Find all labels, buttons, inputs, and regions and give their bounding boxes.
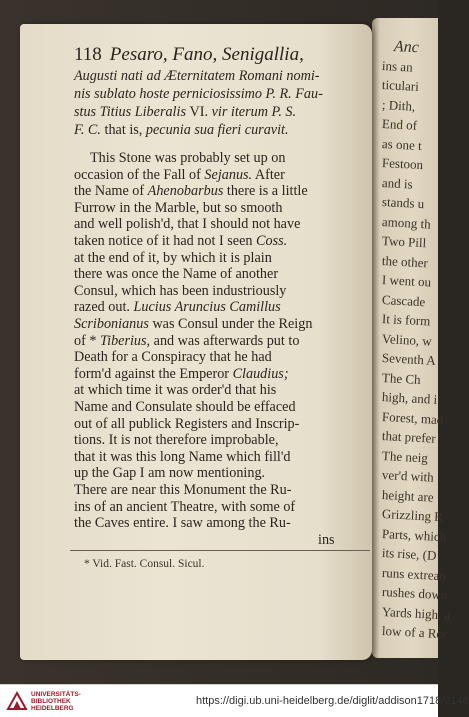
facing-page-line: that prefer xyxy=(381,428,437,446)
facing-page-line: as one t xyxy=(381,135,423,153)
text-line: Name and Consulate should be effaced xyxy=(74,399,296,415)
text-line: of * Tiberius, and was afterwards put to xyxy=(74,332,300,349)
text-line: razed out. Lucius Aruncius Camillus xyxy=(74,299,281,316)
facing-page-line: It is form xyxy=(381,311,431,329)
facing-page-line: Yards high, a xyxy=(381,603,451,623)
facing-page-line: End of xyxy=(381,116,418,133)
facing-page-line: Velino, w xyxy=(381,330,433,349)
facing-page-line: The neig xyxy=(381,447,429,465)
facing-page-line: and is xyxy=(381,174,414,192)
text-line: Scribonianus was Consul under the Reign xyxy=(74,316,313,332)
facing-page-line: the other xyxy=(381,252,429,270)
facing-page-line: runs extrean xyxy=(381,564,447,583)
text-line: form'd against the Emperor Claudius; xyxy=(74,365,289,382)
text-line: Augusti nati ad Æternitatem Romani nomi- xyxy=(74,68,320,84)
text-line: the Caves entire. I saw among the Ru- xyxy=(74,515,291,532)
text-line: and well polish'd, that I should not have xyxy=(74,216,301,233)
facing-page-line: Seventh A xyxy=(381,350,437,368)
facing-page xyxy=(372,18,451,658)
running-header xyxy=(74,44,304,66)
text-line: there was once the Name of another xyxy=(74,266,279,283)
text-line: that it was this long Name which fill'd xyxy=(74,448,291,465)
facing-page-line: ver'd with xyxy=(381,467,435,485)
facing-page-line: ticulari xyxy=(381,77,420,94)
text-line: the Name of Ahenobarbus there is a little xyxy=(74,183,308,200)
facing-page-line: Forest, mad xyxy=(381,408,444,427)
facing-page-line: Parts, which xyxy=(381,525,447,544)
text-line: out of all publick Registers and Inscrip- xyxy=(74,415,300,432)
text-line: Consul, which has been industriously xyxy=(74,282,287,299)
text-line: tions. It is not therefore improbable, xyxy=(74,432,279,449)
facing-page-line: I went ou xyxy=(381,272,432,290)
text-line: at the end of it, by which it is plain xyxy=(74,249,272,266)
facing-page-line: stands u xyxy=(381,194,425,212)
library-logo-icon xyxy=(6,691,28,711)
text-line: There are near this Monument the Ru- xyxy=(74,482,292,498)
facing-page-line: The Ch xyxy=(381,369,422,387)
page-number: 118 xyxy=(74,44,102,65)
running-title: Pesaro, Fano, Senigallia, xyxy=(109,44,304,65)
text-line: up the Gap I am now mentioning. xyxy=(74,465,266,482)
facing-page-line: rushes down xyxy=(381,584,448,603)
text-line: at which time it was order'd that his xyxy=(74,382,277,399)
text-line: ins of an ancient Theatre, with some of xyxy=(74,498,296,515)
text-line: ins xyxy=(318,531,335,548)
text-line: nis sublato hoste perniciosissimo P. R. Fau- xyxy=(74,86,323,102)
text-line: stus Titius Liberalis VI. vir iterum P. S. xyxy=(74,104,297,120)
text-line: Furrow in the Marble, but so smooth xyxy=(74,199,283,216)
footer-bar xyxy=(0,684,469,717)
facing-page-line: low of a Roc xyxy=(381,623,450,642)
facing-page-line: Two Pill xyxy=(381,233,427,251)
facing-page-line: Grizzling R xyxy=(381,506,444,525)
facing-page-line: Festoon xyxy=(381,155,424,173)
facing-page-line: height are xyxy=(381,486,434,505)
footnote-rule xyxy=(70,550,370,551)
facing-page-line: Cascade xyxy=(381,291,426,309)
facing-page-line: ; Dith, xyxy=(381,96,416,114)
footnote: * Vid. Fast. Consul. Sicul. xyxy=(84,558,205,570)
library-logo-text: UNIVERSITÄTS- BIBLIOTHEK HEIDELBERG xyxy=(31,691,81,712)
text-line: F. C. that is, pecunia sua fieri curavit. xyxy=(74,122,289,138)
text-line: Death for a Conspiracy that he had xyxy=(74,349,272,366)
text-line: This Stone was probably set up on xyxy=(90,150,286,166)
facing-page-line: high, and i xyxy=(381,389,438,407)
facing-page-line: ins an xyxy=(381,57,414,75)
text-line: occasion of the Fall of Sejanus. After xyxy=(74,166,285,183)
text-line: taken notice of it had not I seen Coss. xyxy=(74,233,288,249)
facing-page-line: Anc xyxy=(393,38,420,57)
permalink[interactable]: https://digi.ub.uni-heidelberg.de/diglit/addison1718/0146 xyxy=(196,695,469,707)
facing-page-line: its rise, (D xyxy=(381,545,437,563)
facing-page-line: among th xyxy=(381,213,432,232)
book-page xyxy=(20,24,372,660)
